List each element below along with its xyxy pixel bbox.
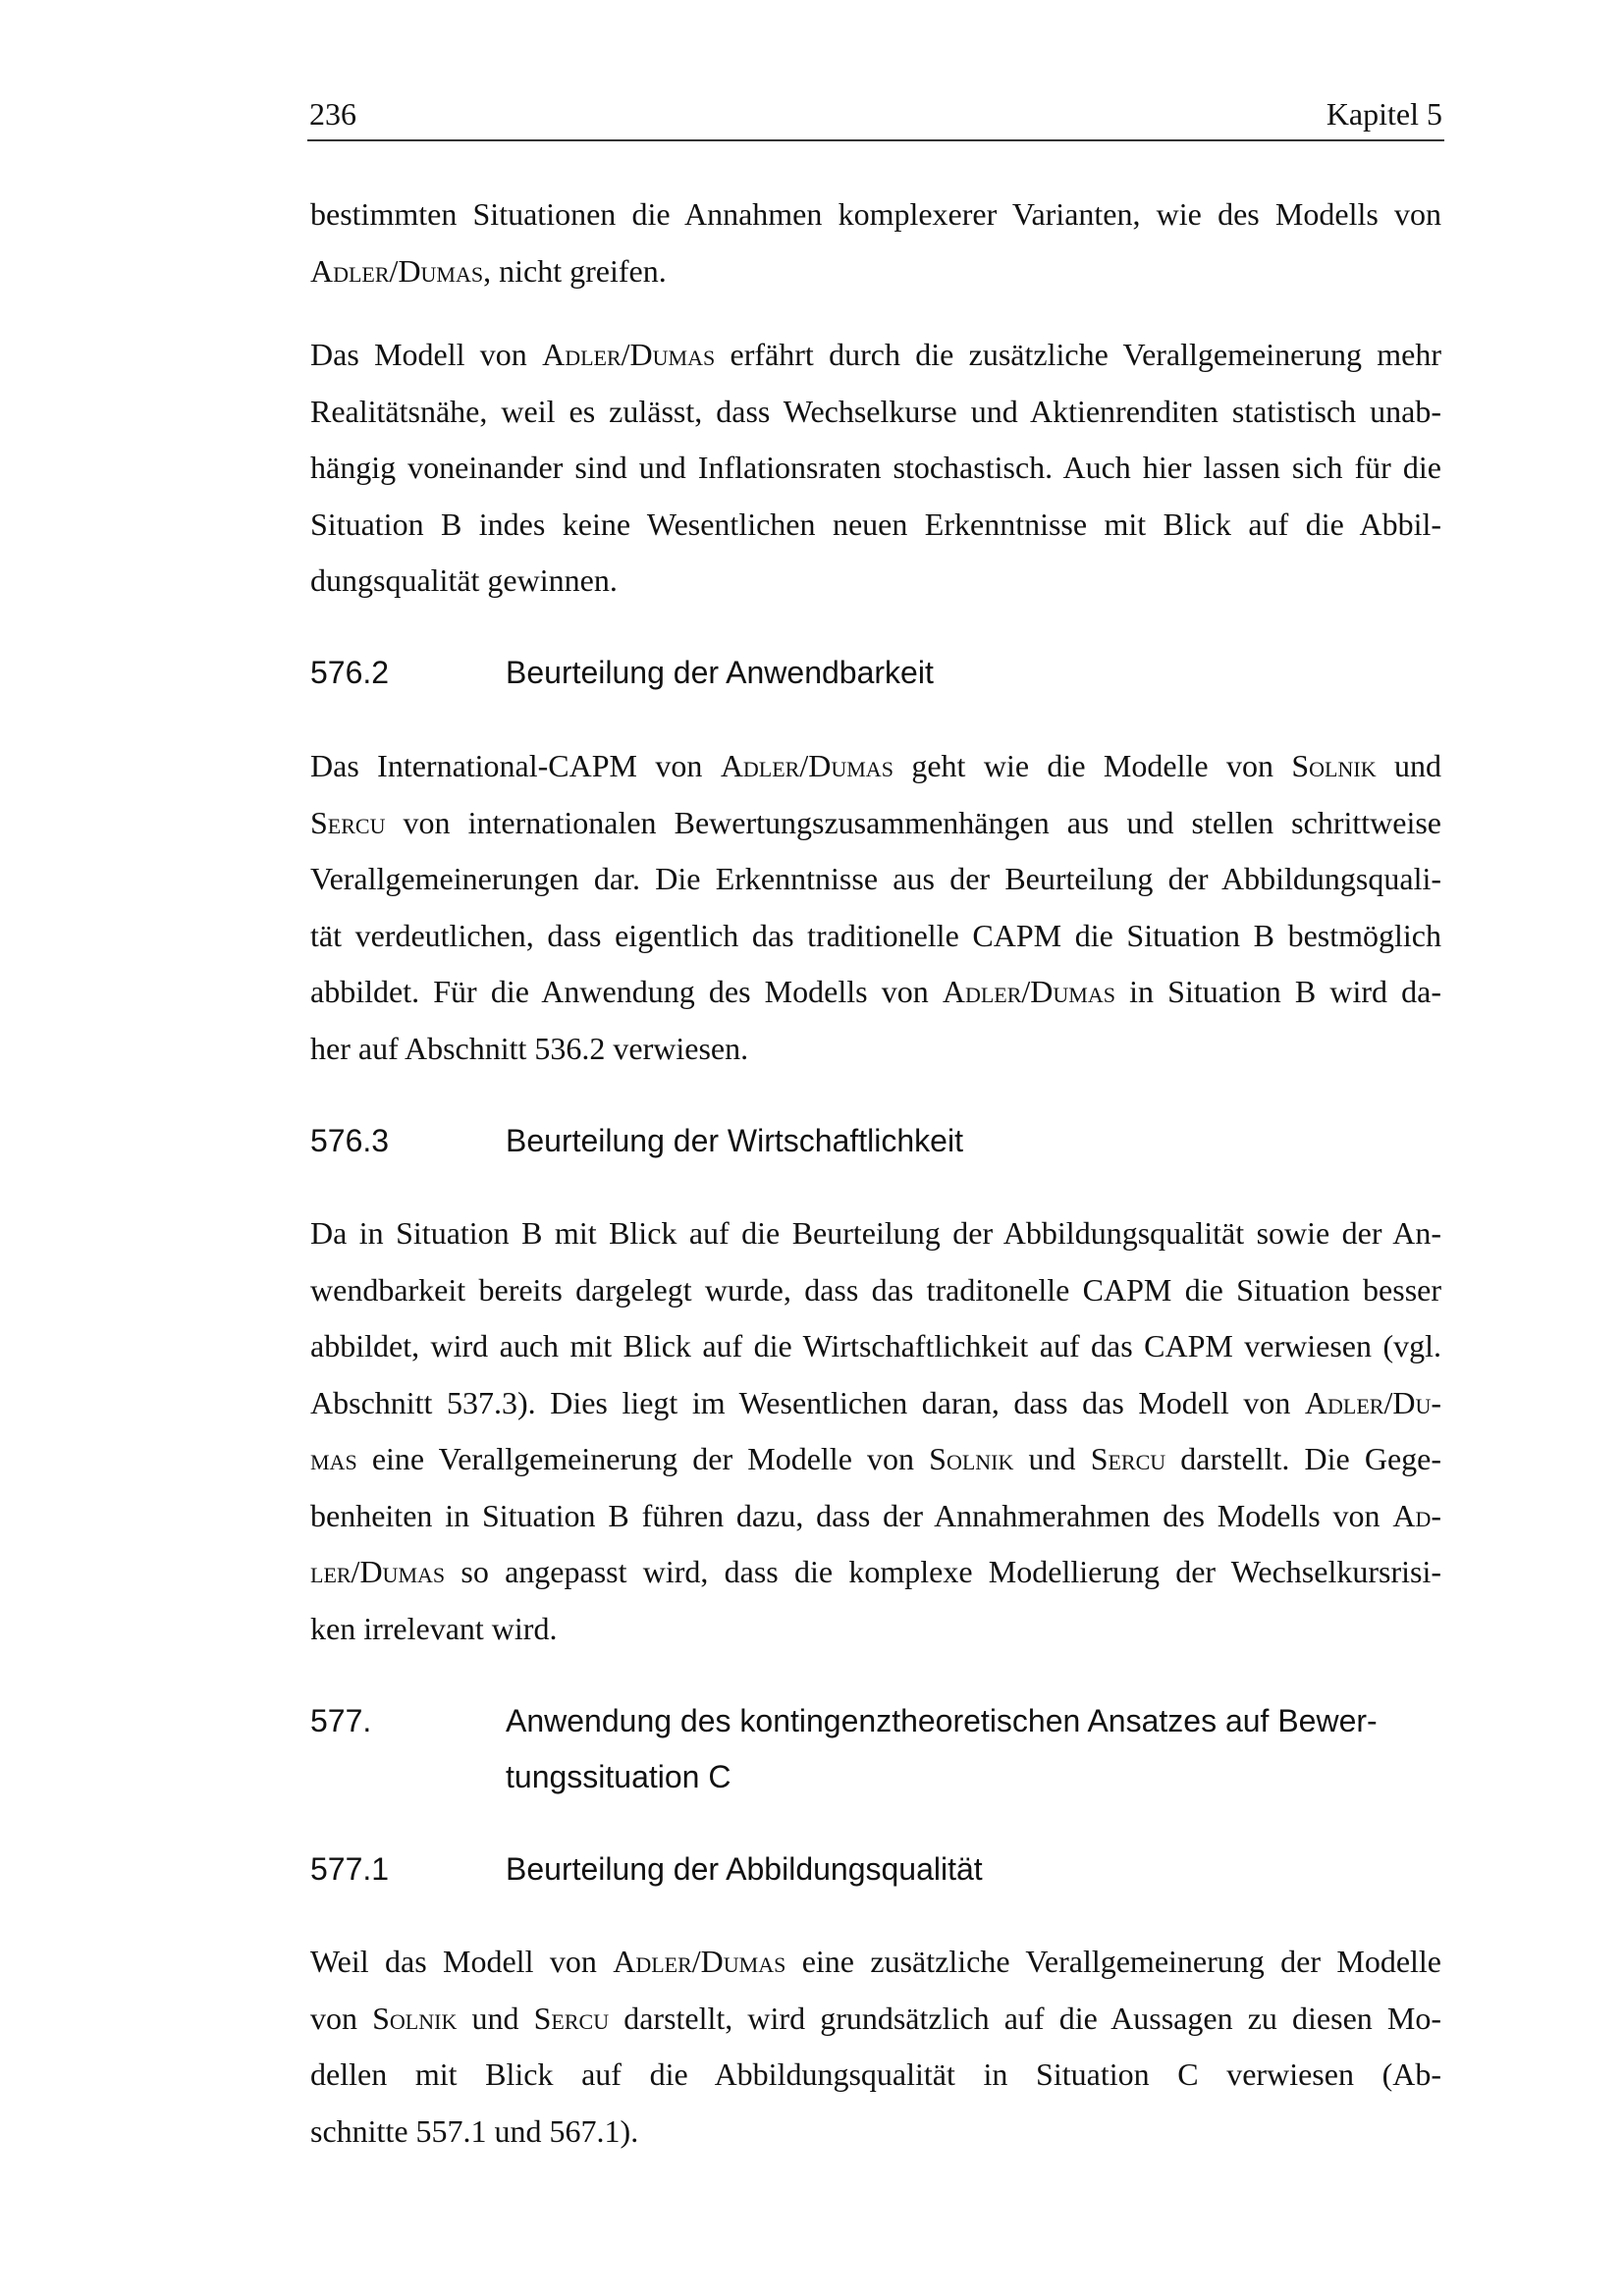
text-span: von <box>310 2000 373 2036</box>
text-span: und <box>457 2000 534 2036</box>
text-span: so angepasst wird, dass die komplexe Modellierung der Wechselkursrisi- <box>445 1554 1441 1589</box>
section-title: Beurteilung der Abbildungsqualität <box>506 1851 983 1887</box>
author-name: Solnik <box>1291 748 1377 783</box>
author-name: Adler/Du- <box>1304 1384 1441 1420</box>
text-line: wendbarkeit bereits dargelegt wurde, dass das traditonelle CAPM die Situation besser <box>310 1271 1441 1308</box>
text-line <box>310 1991 1441 2048</box>
text-span: Das Modell von <box>310 337 543 372</box>
section-number: 577. <box>310 1703 372 1738</box>
paragraph-5 <box>310 1934 1441 2160</box>
text-span: in Situation B wird da- <box>1114 974 1442 1009</box>
text-span: darstellt. Die Gege- <box>1165 1441 1442 1476</box>
text-line: Realitätsnähe, weil es zulässt, dass Wechselkurse und Aktienrenditen statistisch unab- <box>310 393 1441 429</box>
author-name: Ad- <box>1392 1497 1441 1533</box>
text-span: erfährt durch die zusätzliche Verallgemeinerung mehr <box>715 337 1442 372</box>
text-span: Das International-CAPM von <box>310 748 721 783</box>
paragraph-3 <box>310 738 1441 1077</box>
author-name: Adler/Dumas <box>310 252 484 289</box>
text-line <box>310 964 1441 1021</box>
text-line <box>310 1544 1441 1601</box>
author-name: ler/Dumas <box>310 1554 446 1589</box>
chapter-label: Kapitel 5 <box>1326 96 1442 132</box>
author-name: Adler/Dumas <box>720 748 893 783</box>
text-span: geht wie die Modelle von <box>893 748 1292 783</box>
text-span: eine Verallgemeinerung der Modelle von <box>356 1441 930 1476</box>
title-line: tungssituation C <box>506 1759 731 1794</box>
text-line <box>310 327 1441 384</box>
text-span: Weil das Modell von <box>310 1944 614 1979</box>
paragraph-1 <box>310 187 1441 299</box>
text-line <box>310 1934 1441 1991</box>
title-line: Anwendung des kontingenztheoretischen Ansatzes auf Bewer- <box>506 1703 1378 1738</box>
text-line: hängig voneinander sind und Inflationsraten stochastisch. Auch hier lassen sich für die <box>310 450 1441 485</box>
text-line: ken irrelevant wird. <box>310 1610 558 1646</box>
text-line: tät verdeutlichen, dass eigentlich das traditionelle CAPM die Situation B bestmöglich <box>310 917 1441 953</box>
text-span: darstellt, wird grundsätzlich auf die Aussagen zu diesen Mo- <box>609 2000 1442 2036</box>
text-line: bestimmten Situationen die Annahmen komplexerer Varianten, wie des Modells von <box>310 196 1441 232</box>
text-line: abbildet, wird auch mit Blick auf die Wirtschaftlichkeit auf das CAPM verwiesen (vgl. <box>310 1328 1441 1363</box>
text-span: , nicht greifen. <box>483 252 667 289</box>
text-line <box>310 738 1441 795</box>
author-name: Solnik <box>929 1441 1014 1476</box>
text-line <box>310 795 1441 852</box>
section-title: Beurteilung der Anwendbarkeit <box>506 655 934 690</box>
paragraph-4 <box>310 1205 1441 1657</box>
text-span: abbildet. Für die Anwendung des Modells von <box>310 974 943 1009</box>
page-header <box>307 94 1444 141</box>
author-name: Sercu <box>310 804 386 840</box>
text-line: her auf Abschnitt 536.2 verwiesen. <box>310 1030 749 1066</box>
text-line <box>310 1431 1441 1488</box>
author-name: mas <box>310 1441 357 1476</box>
section-heading-577 <box>310 1693 1444 1805</box>
section-number: 576.2 <box>310 655 390 690</box>
text-line: Da in Situation B mit Blick auf die Beurteilung der Abbildungsqualität sowie der An- <box>310 1215 1441 1251</box>
text-line <box>310 243 1441 300</box>
section-number: 577.1 <box>310 1851 390 1887</box>
paragraph-2 <box>310 327 1441 610</box>
text-span: Abschnitt 537.3). Dies liegt im Wesentlichen daran, dass das Modell von <box>310 1384 1305 1420</box>
author-name: Adler/Dumas <box>942 974 1115 1009</box>
page-number: 236 <box>309 96 356 132</box>
author-name: Sercu <box>1090 1441 1166 1476</box>
text-line <box>310 1488 1441 1545</box>
author-name: Adler/Dumas <box>542 337 716 372</box>
text-line: dungsqualität gewinnen. <box>310 562 618 598</box>
text-span: und <box>1013 1441 1091 1476</box>
text-span: und <box>1376 748 1442 783</box>
text-line: Situation B indes keine Wesentlichen neuen Erkenntnisse mit Blick auf die Abbil- <box>310 506 1441 542</box>
text-line <box>310 1375 1441 1432</box>
text-line: Verallgemeinerungen dar. Die Erkenntnisse aus der Beurteilung der Abbildungsquali- <box>310 861 1441 896</box>
section-title: Beurteilung der Wirtschaftlichkeit <box>506 1123 963 1158</box>
section-number: 576.3 <box>310 1123 390 1158</box>
author-name: Adler/Dumas <box>613 1944 786 1979</box>
text-line: dellen mit Blick auf die Abbildungsqualität in Situation C verwiesen (Ab- <box>310 2056 1441 2092</box>
text-span: von internationalen Bewertungszusammenhängen aus und stellen schrittweise <box>385 804 1441 840</box>
author-name: Solnik <box>372 2000 458 2036</box>
author-name: Sercu <box>533 2000 610 2036</box>
text-line: schnitte 557.1 und 567.1). <box>310 2112 639 2149</box>
text-span: eine zusätzliche Verallgemeinerung der Modelle <box>785 1944 1442 1979</box>
text-span: benheiten in Situation B führen dazu, dass der Annahmerahmen des Modells von <box>310 1497 1393 1533</box>
section-title <box>506 1693 1444 1805</box>
